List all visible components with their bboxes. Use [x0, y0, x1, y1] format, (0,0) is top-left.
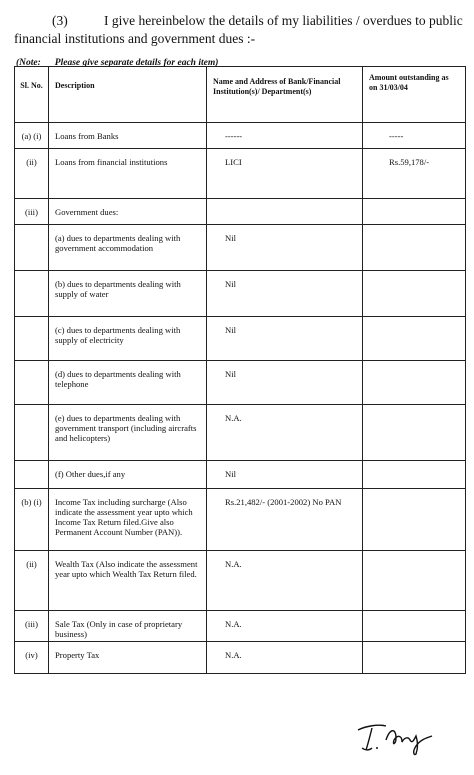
- row-name-address: Nil: [207, 461, 363, 489]
- section-heading: [14, 12, 466, 48]
- row-sl-no: (a) (i): [15, 123, 49, 149]
- row-amount: [363, 551, 466, 611]
- table-row: [15, 461, 466, 489]
- table-row: [15, 361, 466, 405]
- header-name-address: Name and Address of Bank/Financial Institution(s)/ Department(s): [207, 67, 363, 123]
- row-amount: [363, 317, 466, 361]
- row-amount: Rs.59,178/-: [363, 149, 466, 199]
- table-header-row: [15, 67, 466, 123]
- row-amount: [363, 225, 466, 271]
- row-description: (a) dues to departments dealing with government accommodation: [49, 225, 207, 271]
- row-sl-no: [15, 225, 49, 271]
- header-sl-no: Sl. No.: [15, 67, 49, 123]
- row-description: Loans from Banks: [49, 123, 207, 149]
- row-name-address: Rs.21,482/- (2001-2002) No PAN: [207, 489, 363, 551]
- row-name-address: [207, 199, 363, 225]
- row-name-address: Nil: [207, 317, 363, 361]
- row-sl-no: (ii): [15, 149, 49, 199]
- row-amount: [363, 611, 466, 642]
- table-row: [15, 317, 466, 361]
- row-amount: [363, 642, 466, 674]
- liabilities-table: [14, 66, 466, 674]
- note-text: Please give separate details for each item): [54, 58, 219, 68]
- row-name-address: ------: [207, 123, 363, 149]
- row-sl-no: [15, 361, 49, 405]
- table-row: [15, 149, 466, 199]
- table-row: [15, 551, 466, 611]
- table-row: [15, 642, 466, 674]
- row-sl-no: [15, 405, 49, 461]
- row-name-address: N.A.: [207, 611, 363, 642]
- row-sl-no: (ii): [15, 551, 49, 611]
- row-sl-no: (iv): [15, 642, 49, 674]
- row-description: Income Tax including surcharge (Also indicate the assessment year upto which Income Tax Return filed.Give also Permanent Account Number (PAN)).: [49, 489, 207, 551]
- row-amount: [363, 361, 466, 405]
- row-description: (d) dues to departments dealing with telephone: [49, 361, 207, 405]
- row-amount: [363, 405, 466, 461]
- row-sl-no: (iii): [15, 611, 49, 642]
- table-row: [15, 271, 466, 317]
- row-name-address: Nil: [207, 271, 363, 317]
- row-description: (b) dues to departments dealing with supply of water: [49, 271, 207, 317]
- table-row: [15, 123, 466, 149]
- table-row: [15, 199, 466, 225]
- row-description: Sale Tax (Only in case of proprietary business): [49, 611, 207, 642]
- row-description: Loans from financial institutions: [49, 149, 207, 199]
- row-description: Government dues:: [49, 199, 207, 225]
- row-name-address: N.A.: [207, 551, 363, 611]
- row-description: (e) dues to departments dealing with government transport (including aircrafts and helicopters): [49, 405, 207, 461]
- row-description: (c) dues to departments dealing with supply of electricity: [49, 317, 207, 361]
- row-amount: [363, 199, 466, 225]
- row-description: Property Tax: [49, 642, 207, 674]
- section-number: (3): [52, 13, 68, 28]
- row-name-address: LICI: [207, 149, 363, 199]
- header-amount: Amount outstanding as on 31/03/04: [363, 67, 466, 123]
- row-description: (f) Other dues,if any: [49, 461, 207, 489]
- row-name-address: Nil: [207, 225, 363, 271]
- note-label: (Note:: [16, 58, 41, 68]
- row-amount: [363, 461, 466, 489]
- row-description: Wealth Tax (Also indicate the assessment year upto which Wealth Tax Return filed.: [49, 551, 207, 611]
- table-row: [15, 405, 466, 461]
- row-amount: -----: [363, 123, 466, 149]
- table-row: [15, 225, 466, 271]
- row-name-address: N.A.: [207, 642, 363, 674]
- table-row: [15, 611, 466, 642]
- row-name-address: N.A.: [207, 405, 363, 461]
- row-amount: [363, 271, 466, 317]
- section-heading-text: I give hereinbelow the details of my liabilities / overdues to public financial institutions and government dues :-: [14, 13, 463, 46]
- table-row: [15, 489, 466, 551]
- row-sl-no: [15, 271, 49, 317]
- row-sl-no: (iii): [15, 199, 49, 225]
- row-amount: [363, 489, 466, 551]
- header-description: Description: [49, 67, 207, 123]
- row-sl-no: (b) (i): [15, 489, 49, 551]
- signature: [352, 718, 442, 758]
- row-name-address: Nil: [207, 361, 363, 405]
- row-sl-no: [15, 317, 49, 361]
- row-sl-no: [15, 461, 49, 489]
